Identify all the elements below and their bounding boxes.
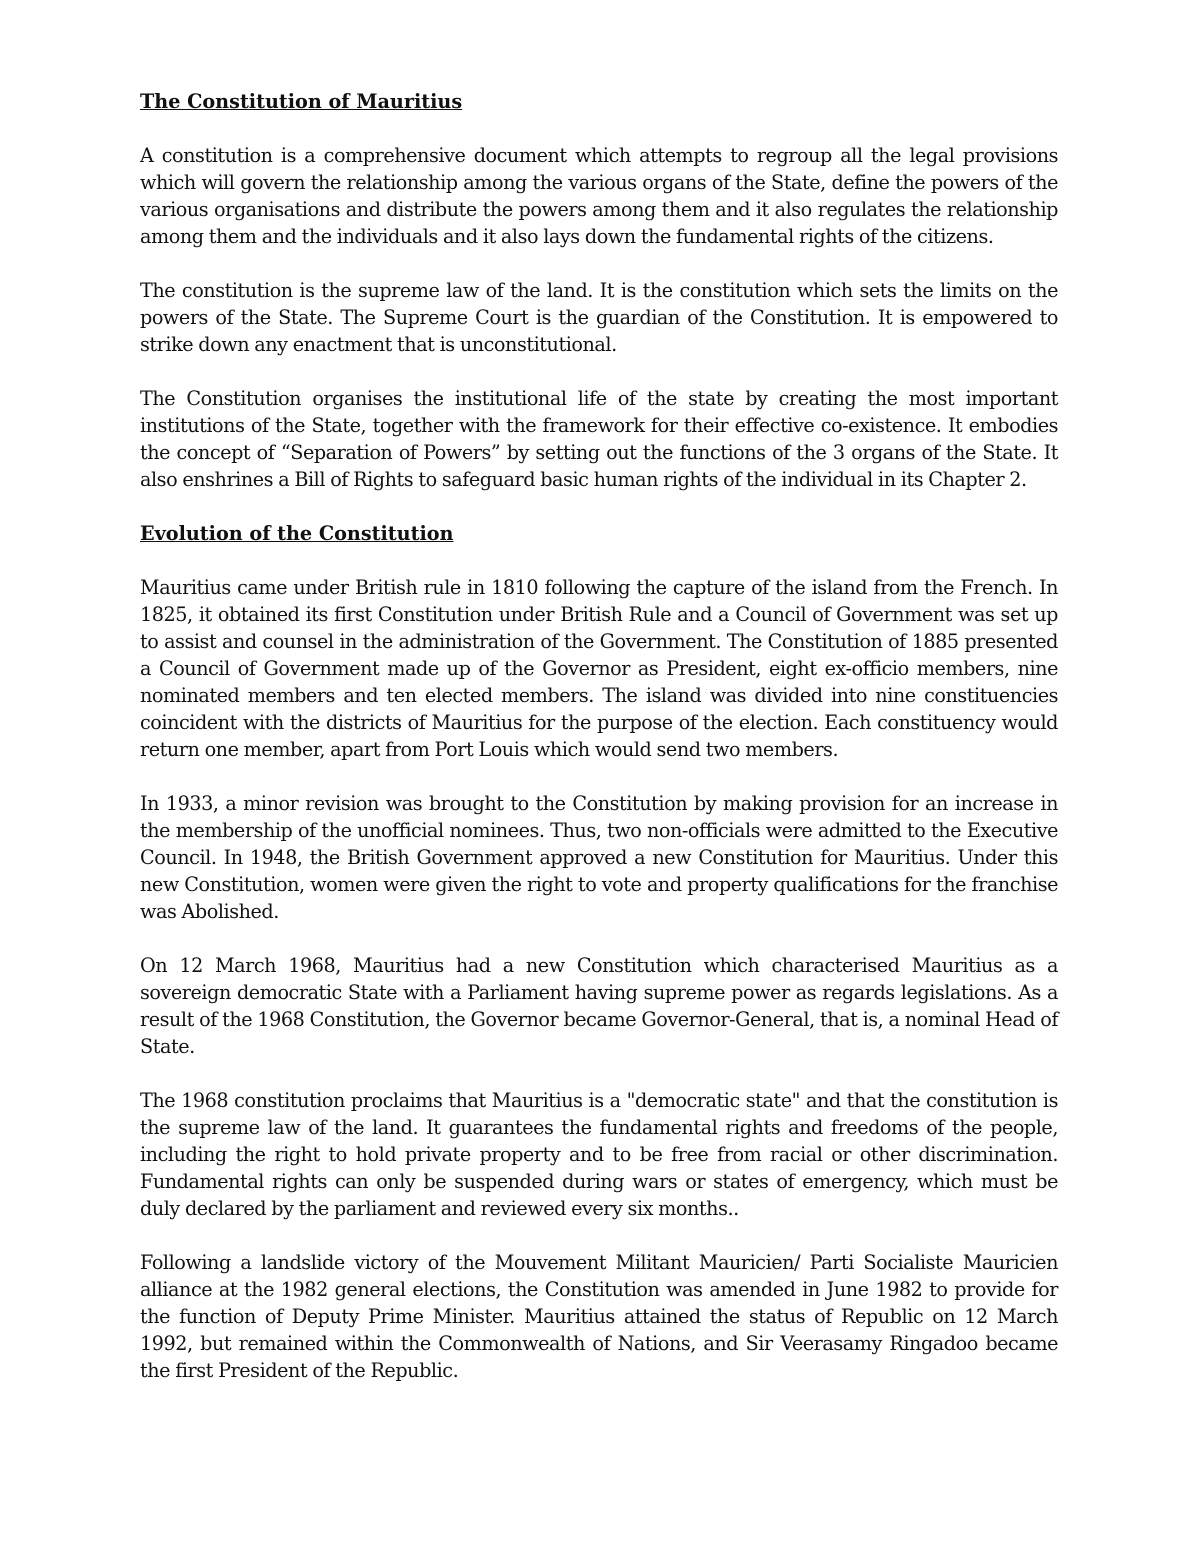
evolution-paragraph-3: On 12 March 1968, Mauritius had a new Constitution which characterised Mauritius as a sovereign democratic State with a Parliament having supreme power as regards legislations. As a result of the 1968 Constitution, the Governor became Governor-General, that is, a nominal Head of State.: [140, 954, 1058, 1058]
evolution-paragraph-5: Following a landslide victory of the Mouvement Militant Mauricien/ Parti Socialiste Mauricien alliance at the 1982 general elections, the Constitution was amended in June 1982 to provide for the function of Deputy Prime Minister. Mauritius attained the status of Republic on 12 March 1992, but remained within the Commonwealth of Nations, and Sir Veerasamy Ringadoo became the first President of the Republic.: [140, 1251, 1058, 1382]
section-heading-evolution: Evolution of the Constitution: [140, 522, 454, 545]
intro-paragraph-1: A constitution is a comprehensive document which attempts to regroup all the legal provisions which will govern the relationship among the various organs of the State, define the powers of the various organisations and distribute the powers among them and it also regulates the relationship among them and the individuals and it also lays down the fundamental rights of the citizens.: [140, 144, 1058, 248]
intro-paragraph-2: The constitution is the supreme law of the land. It is the constitution which sets the limits on the powers of the State. The Supreme Court is the guardian of the Constitution. It is empowered to strike down any enactment that is unconstitutional.: [140, 279, 1058, 356]
document-page: [140, 88, 1058, 1384]
evolution-paragraph-4: The 1968 constitution proclaims that Mauritius is a "democratic state" and that the constitution is the supreme law of the land. It guarantees the fundamental rights and freedoms of the people, including the right to hold private property and to be free from racial or other discrimination. Fundamental rights can only be suspended during wars or states of emergency, which must be duly declared by the parliament and reviewed every six months..: [140, 1089, 1058, 1220]
intro-paragraph-3: The Constitution organises the institutional life of the state by creating the most important institutions of the State, together with the framework for their effective co-existence. It embodies the concept of “Separation of Powers” by setting out the functions of the 3 organs of the State. It also enshrines a Bill of Rights to safeguard basic human rights of the individual in its Chapter 2.: [140, 387, 1058, 491]
document-title: The Constitution of Mauritius: [140, 90, 463, 113]
evolution-paragraph-1: Mauritius came under British rule in 1810 following the capture of the island from the French. In 1825, it obtained its first Constitution under British Rule and a Council of Government was set up to assist and counsel in the administration of the Government. The Constitution of 1885 presented a Council of Government made up of the Governor as President, eight ex-officio members, nine nominated members and ten elected members. The island was divided into nine constituencies coincident with the districts of Mauritius for the purpose of the election. Each constituency would return one member, apart from Port Louis which would send two members.: [140, 576, 1058, 761]
evolution-paragraph-2: In 1933, a minor revision was brought to the Constitution by making provision for an increase in the membership of the unofficial nominees. Thus, two non-officials were admitted to the Executive Council. In 1948, the British Government approved a new Constitution for Mauritius. Under this new Constitution, women were given the right to vote and property qualifications for the franchise was Abolished.: [140, 792, 1058, 923]
